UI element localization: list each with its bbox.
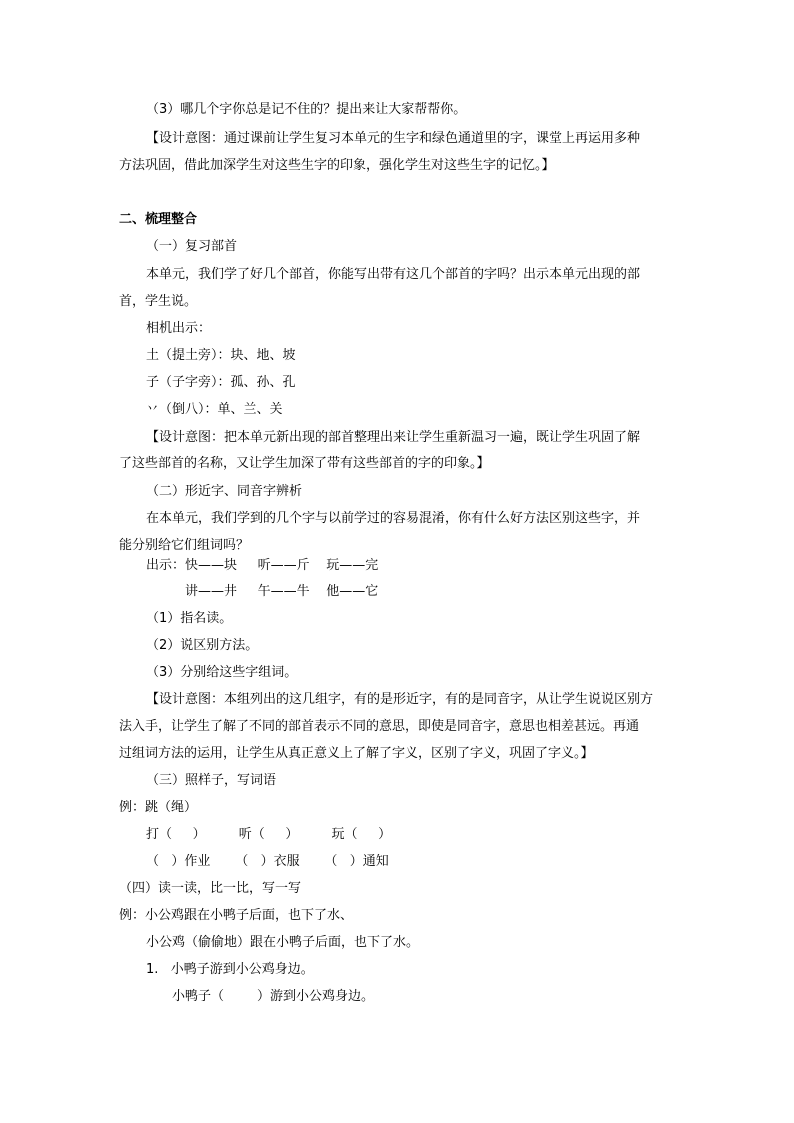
exercise-1-line: 1. 小鸭子游到小公鸡身边。 [146, 962, 314, 977]
word-example-line: 例：跳（绳） [119, 800, 198, 815]
sentence-example-line-1: 例：小公鸡跟在小鸭子后面，也下了水、 [119, 908, 354, 923]
radicals-intro-line-1: 本单元，我们学了好几个部首，你能写出带有这几个部首的字吗？出示本单元出现的部 [146, 267, 641, 282]
design-intent-1-line-1: 【设计意图：通过课前让学生复习本单元的生字和绿色通道里的字，课堂上再运用多种 [146, 131, 641, 146]
step-2-line: （2）说区别方法。 [146, 638, 259, 653]
exercise-1-blank-line: 小鸭子（ ）游到小公鸡身边。 [172, 989, 375, 1004]
radical-eight-line: 丷（倒八）：单、兰、关 [146, 402, 283, 417]
char-pairs-row-1: 出示：快——块 听——斤 玩——完 [146, 558, 379, 573]
char-pairs-row-2: 讲——井 午——牛 他——它 [185, 584, 379, 599]
sentence-example-line-2: 小公鸡（偷偷地）跟在小鸭子后面，也下了水。 [146, 935, 420, 950]
radicals-intro-line-2: 首，学生说。 [119, 294, 198, 309]
word-blanks-row-1: 打（ ） 听（ ） 玩（ ） [146, 827, 392, 842]
subheading-read-compare-write: （四）读一读，比一比，写一写 [119, 881, 302, 896]
step-1-line: （1）指名读。 [146, 611, 233, 626]
design-intent-1-line-2: 方法巩固，借此加深学生对这些生字的印象，强化学生对这些生字的记忆。】 [119, 158, 555, 173]
design-intent-2-line-1: 【设计意图：把本单元新出现的部首整理出来让学生重新温习一遍，既让学生巩固了解 [146, 430, 641, 445]
word-blanks-row-2: （ ）作业 （ ）衣服 （ ）通知 [146, 854, 389, 869]
subheading-similar-chars: （二）形近字、同音字辨析 [146, 484, 303, 499]
similar-chars-intro-line-2: 能分别给它们组词吗？ [119, 538, 250, 553]
design-intent-3-line-2: 法入手，让学生了解了不同的部首表示不同的意思，即使是同音字，意思也相差甚远。再通 [119, 719, 640, 734]
design-intent-3-line-1: 【设计意图：本组列出的这几组字，有的是形近字，有的是同音字，从让学生说说区别方 [146, 692, 654, 707]
question-3-line: （3）哪几个字你总是记不住的？提出来让大家帮帮你。 [146, 102, 467, 117]
radical-child-line: 子（子字旁）：孤、孙、孔 [146, 375, 296, 390]
radical-earth-line: 土（提土旁）：块、地、坡 [146, 348, 296, 363]
subheading-word-exercise: （三）照样子，写词语 [146, 773, 277, 788]
show-label: 相机出示： [146, 321, 212, 336]
section-heading-review: 二、梳理整合 [119, 212, 198, 227]
design-intent-3-line-3: 过组词方法的运用，让学生从真正意义上了解了字义，区别了字义，巩固了字义。】 [119, 746, 594, 761]
step-3-line: （3）分别给这些字组词。 [146, 665, 298, 680]
design-intent-2-line-2: 了这些部首的名称，又让学生加深了带有这些部首的字的印象。】 [119, 456, 490, 471]
similar-chars-intro-line-1: 在本单元，我们学到的几个字与以前学过的容易混淆，你有什么好方法区别这些字，并 [146, 511, 641, 526]
subheading-radicals: （一）复习部首 [146, 239, 238, 254]
